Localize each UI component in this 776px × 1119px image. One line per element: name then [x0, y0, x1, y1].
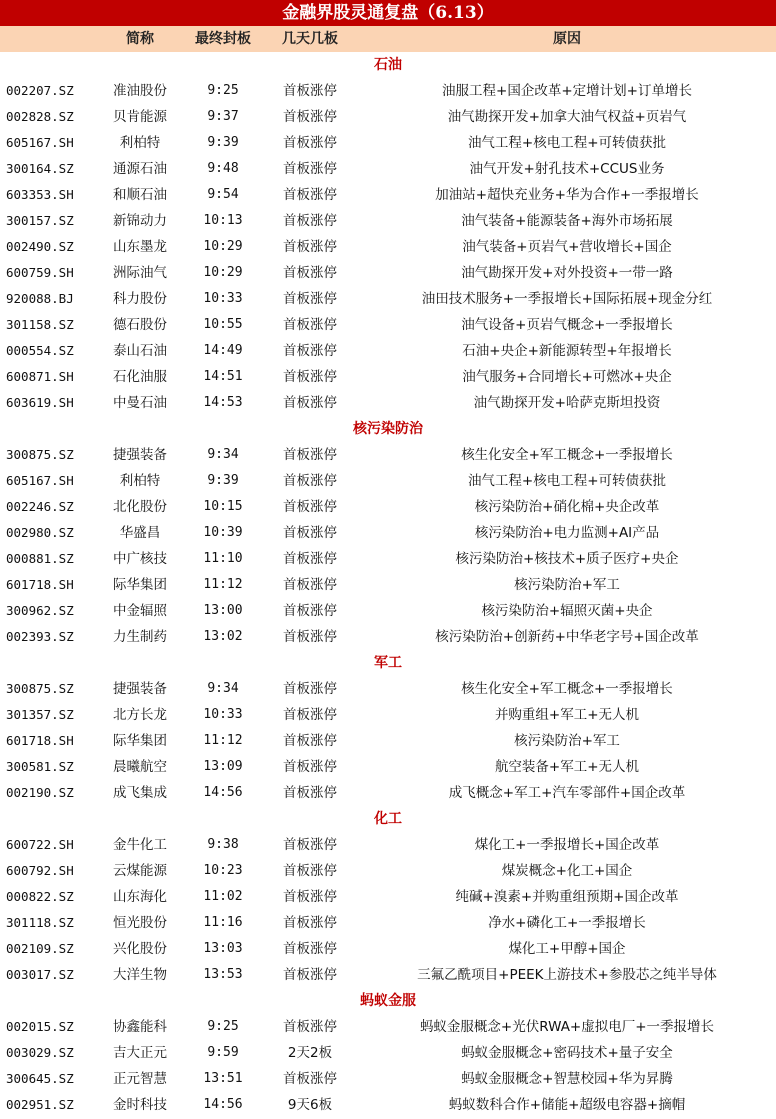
reason: 航空装备+军工+无人机 — [494, 759, 640, 775]
final-seal-time: 10:15 — [203, 499, 243, 514]
stock-name: 晨曦航空 — [113, 759, 167, 775]
days-boards: 首板涨停 — [283, 941, 337, 957]
final-seal-time: 13:53 — [203, 967, 243, 982]
reason: 核污染防治+电力监测+AI产品 — [474, 525, 660, 541]
days-boards: 首板涨停 — [283, 577, 337, 593]
table-row — [0, 884, 776, 910]
final-seal-time: 9:39 — [207, 473, 239, 488]
table-row — [0, 702, 776, 728]
final-seal-time: 9:38 — [207, 837, 239, 852]
stock-code: 002980.SZ — [6, 525, 74, 540]
days-boards: 9天6板 — [287, 1097, 333, 1113]
final-seal-time: 14:56 — [203, 785, 243, 800]
reason: 蚂蚁金服概念+光伏RWA+虚拟电厂+一季报增长 — [419, 1019, 715, 1035]
stock-name: 协鑫能科 — [113, 1019, 167, 1035]
stock-code: 600722.SH — [6, 837, 74, 852]
reason: 三氟乙酰项目+PEEK上游技术+参股芯之纯半导体 — [417, 967, 717, 983]
reason: 石油+央企+新能源转型+年报增长 — [462, 343, 672, 359]
table-row — [0, 520, 776, 546]
reason: 核污染防治+军工 — [514, 733, 620, 749]
table-row — [0, 364, 776, 390]
days-boards: 首板涨停 — [283, 239, 337, 255]
table-row — [0, 104, 776, 130]
days-boards: 首板涨停 — [283, 135, 337, 151]
stock-code: 002015.SZ — [6, 1019, 74, 1034]
stock-name: 云煤能源 — [113, 863, 167, 879]
table-row — [0, 936, 776, 962]
reason: 油气勘探开发+加拿大油气权益+页岩气 — [447, 109, 687, 125]
section-header: 核污染防治 — [353, 421, 423, 437]
final-seal-time: 9:34 — [207, 447, 239, 462]
stock-code: 300645.SZ — [6, 1071, 74, 1086]
final-seal-time: 13:03 — [203, 941, 243, 956]
reason: 油气开发+射孔技术+CCUS业务 — [469, 161, 665, 177]
stock-name: 中金辐照 — [113, 603, 167, 619]
final-seal-time: 13:00 — [203, 603, 243, 618]
stock-code: 002951.SZ — [6, 1097, 74, 1112]
table-row — [0, 572, 776, 598]
days-boards: 首板涨停 — [283, 889, 337, 905]
days-boards: 首板涨停 — [283, 707, 337, 723]
final-seal-time: 11:16 — [203, 915, 243, 930]
reason: 油服工程+国企改革+定增计划+订单增长 — [442, 83, 692, 99]
table-row — [0, 234, 776, 260]
final-seal-time: 9:48 — [207, 161, 239, 176]
days-boards: 首板涨停 — [283, 603, 337, 619]
reason: 核污染防治+军工 — [514, 577, 620, 593]
stock-name: 新锦动力 — [113, 213, 167, 229]
stock-code: 002490.SZ — [6, 239, 74, 254]
days-boards: 首板涨停 — [283, 83, 337, 99]
final-seal-time: 11:02 — [203, 889, 243, 904]
reason: 油气工程+核电工程+可转债获批 — [467, 135, 667, 151]
column-header-row — [0, 26, 776, 52]
table-body — [0, 52, 776, 1118]
reason: 煤炭概念+化工+国企 — [501, 863, 633, 879]
table-row — [0, 962, 776, 988]
final-seal-time: 9:25 — [207, 83, 239, 98]
stock-code: 301118.SZ — [6, 915, 74, 930]
final-seal-time: 9:25 — [207, 1019, 239, 1034]
table-row — [0, 494, 776, 520]
final-seal-time: 9:34 — [207, 681, 239, 696]
table-row — [0, 1066, 776, 1092]
stock-code: 603353.SH — [6, 187, 74, 202]
reason: 核生化安全+军工概念+一季报增长 — [461, 447, 673, 463]
reason: 油气工程+核电工程+可转债获批 — [467, 473, 667, 489]
stock-code: 002393.SZ — [6, 629, 74, 644]
final-seal-time: 14:51 — [203, 369, 243, 384]
reason: 蚂蚁金服概念+密码技术+量子安全 — [461, 1045, 673, 1061]
header-final-seal: 最终封板 — [195, 31, 251, 47]
final-seal-time: 10:33 — [203, 707, 243, 722]
table-row — [0, 728, 776, 754]
table-row — [0, 468, 776, 494]
reason: 核生化安全+军工概念+一季报增长 — [461, 681, 673, 697]
table-row — [0, 624, 776, 650]
header-name: 简称 — [126, 31, 154, 47]
final-seal-time: 10:39 — [203, 525, 243, 540]
days-boards: 首板涨停 — [283, 967, 337, 983]
stock-code: 600792.SH — [6, 863, 74, 878]
days-boards: 首板涨停 — [283, 447, 337, 463]
days-boards: 首板涨停 — [283, 1071, 337, 1087]
stock-code: 601718.SH — [6, 577, 74, 592]
stock-code: 920088.BJ — [6, 291, 74, 306]
stock-name: 捷强装备 — [113, 447, 167, 463]
stock-code: 300581.SZ — [6, 759, 74, 774]
reason: 煤化工+甲醇+国企 — [508, 941, 626, 957]
stock-name: 捷强装备 — [113, 681, 167, 697]
table-row — [0, 910, 776, 936]
days-boards: 首板涨停 — [283, 863, 337, 879]
stock-name: 石化油服 — [113, 369, 167, 385]
stock-code: 002207.SZ — [6, 83, 74, 98]
stock-name: 北化股份 — [113, 499, 167, 515]
sheet-title: 金融界股灵通复盘（6.13） — [0, 0, 776, 26]
stock-code: 002828.SZ — [6, 109, 74, 124]
stock-name: 科力股份 — [113, 291, 167, 307]
reason: 净水+磷化工+一季报增长 — [488, 915, 646, 931]
stock-code: 605167.SH — [6, 135, 74, 150]
days-boards: 首板涨停 — [283, 213, 337, 229]
days-boards: 首板涨停 — [283, 317, 337, 333]
table-row — [0, 754, 776, 780]
table-row — [0, 832, 776, 858]
days-boards: 首板涨停 — [283, 733, 337, 749]
final-seal-time: 10:29 — [203, 265, 243, 280]
stock-name: 利柏特 — [119, 473, 161, 489]
table-row — [0, 208, 776, 234]
final-seal-time: 14:56 — [203, 1097, 243, 1112]
stock-code: 002246.SZ — [6, 499, 74, 514]
final-seal-time: 13:51 — [203, 1071, 243, 1086]
days-boards: 首板涨停 — [283, 291, 337, 307]
final-seal-time: 11:10 — [203, 551, 243, 566]
days-boards: 首板涨停 — [283, 265, 337, 281]
reason: 成飞概念+军工+汽车零部件+国企改革 — [448, 785, 686, 801]
days-boards: 首板涨停 — [283, 161, 337, 177]
stock-name: 中曼石油 — [113, 395, 167, 411]
stock-code: 003029.SZ — [6, 1045, 74, 1060]
header-code — [0, 26, 96, 52]
stock-code: 002109.SZ — [6, 941, 74, 956]
days-boards: 首板涨停 — [283, 629, 337, 645]
days-boards: 首板涨停 — [283, 473, 337, 489]
final-seal-time: 10:29 — [203, 239, 243, 254]
days-boards: 首板涨停 — [283, 369, 337, 385]
stock-name: 山东墨龙 — [113, 239, 167, 255]
stock-name: 华盛昌 — [119, 525, 161, 541]
stock-code: 300962.SZ — [6, 603, 74, 618]
table-row — [0, 1040, 776, 1066]
table-row — [0, 1014, 776, 1040]
stock-name: 泰山石油 — [113, 343, 167, 359]
final-seal-time: 10:23 — [203, 863, 243, 878]
table-row — [0, 546, 776, 572]
table-row — [0, 442, 776, 468]
stock-name: 中广核技 — [113, 551, 167, 567]
table-row — [0, 312, 776, 338]
section-header: 石油 — [374, 57, 402, 73]
reason: 核污染防治+创新药+中华老字号+国企改革 — [435, 629, 699, 645]
days-boards: 首板涨停 — [283, 785, 337, 801]
stock-code: 300875.SZ — [6, 447, 74, 462]
final-seal-time: 9:39 — [207, 135, 239, 150]
stock-name: 和顺石油 — [113, 187, 167, 203]
stock-code: 600759.SH — [6, 265, 74, 280]
stock-name: 吉大正元 — [113, 1045, 167, 1061]
stock-code: 603619.SH — [6, 395, 74, 410]
final-seal-time: 10:55 — [203, 317, 243, 332]
section-header: 蚂蚁金服 — [360, 993, 416, 1009]
stock-code: 300164.SZ — [6, 161, 74, 176]
reason: 加油站+超快充业务+华为合作+一季报增长 — [435, 187, 699, 203]
stock-code: 000881.SZ — [6, 551, 74, 566]
section-header: 军工 — [374, 655, 402, 671]
reason: 煤化工+一季报增长+国企改革 — [474, 837, 660, 853]
final-seal-time: 9:59 — [207, 1045, 239, 1060]
days-boards: 首板涨停 — [283, 343, 337, 359]
table-row — [0, 286, 776, 312]
stock-name: 际华集团 — [113, 577, 167, 593]
final-seal-time: 9:37 — [207, 109, 239, 124]
stock-name: 德石股份 — [113, 317, 167, 333]
days-boards: 首板涨停 — [283, 759, 337, 775]
stock-name: 通源石油 — [113, 161, 167, 177]
stock-name: 洲际油气 — [113, 265, 167, 281]
stock-name: 力生制药 — [113, 629, 167, 645]
days-boards: 首板涨停 — [283, 1019, 337, 1035]
stock-code: 605167.SH — [6, 473, 74, 488]
final-seal-time: 11:12 — [203, 577, 243, 592]
reason: 油气服务+合同增长+可燃冰+央企 — [462, 369, 672, 385]
stock-code: 600871.SH — [6, 369, 74, 384]
reason: 核污染防治+核技术+质子医疗+央企 — [455, 551, 679, 567]
final-seal-time: 13:02 — [203, 629, 243, 644]
final-seal-time: 13:09 — [203, 759, 243, 774]
stock-code: 000822.SZ — [6, 889, 74, 904]
days-boards: 首板涨停 — [283, 915, 337, 931]
reason: 油气勘探开发+对外投资+一带一路 — [461, 265, 673, 281]
days-boards: 首板涨停 — [283, 525, 337, 541]
stock-name: 贝肯能源 — [113, 109, 167, 125]
days-boards: 首板涨停 — [283, 395, 337, 411]
days-boards: 首板涨停 — [283, 187, 337, 203]
table-row — [0, 78, 776, 104]
reason: 纯碱+溴素+并购重组预期+国企改革 — [455, 889, 679, 905]
table-row — [0, 182, 776, 208]
stock-code: 301357.SZ — [6, 707, 74, 722]
table-row — [0, 1092, 776, 1118]
days-boards: 首板涨停 — [283, 499, 337, 515]
stock-code: 601718.SH — [6, 733, 74, 748]
table-row — [0, 858, 776, 884]
reason: 油气装备+页岩气+营收增长+国企 — [462, 239, 672, 255]
reason: 油田技术服务+一季报增长+国际拓展+现金分红 — [421, 291, 713, 307]
reason: 油气勘探开发+哈萨克斯坦投资 — [473, 395, 661, 411]
reason: 油气设备+页岩气概念+一季报增长 — [461, 317, 673, 333]
table-row — [0, 156, 776, 182]
reason: 核污染防治+辐照灭菌+央企 — [481, 603, 653, 619]
header-days-boards: 几天几板 — [282, 31, 338, 47]
final-seal-time: 14:53 — [203, 395, 243, 410]
stock-name: 际华集团 — [113, 733, 167, 749]
section-header: 化工 — [374, 811, 402, 827]
stock-name: 成飞集成 — [113, 785, 167, 801]
stock-name: 山东海化 — [113, 889, 167, 905]
days-boards: 首板涨停 — [283, 681, 337, 697]
header-reason: 原因 — [553, 31, 581, 47]
days-boards: 首板涨停 — [283, 551, 337, 567]
stock-code: 003017.SZ — [6, 967, 74, 982]
stock-code: 300875.SZ — [6, 681, 74, 696]
days-boards: 首板涨停 — [283, 837, 337, 853]
reason: 油气装备+能源装备+海外市场拓展 — [461, 213, 673, 229]
reason: 并购重组+军工+无人机 — [494, 707, 640, 723]
final-seal-time: 11:12 — [203, 733, 243, 748]
stock-code: 300157.SZ — [6, 213, 74, 228]
table-row — [0, 260, 776, 286]
stock-name: 金时科技 — [113, 1097, 167, 1113]
table-row — [0, 780, 776, 806]
stock-name: 恒光股份 — [113, 915, 167, 931]
stock-code: 301158.SZ — [6, 317, 74, 332]
table-row — [0, 130, 776, 156]
table-row — [0, 338, 776, 364]
stock-name: 准油股份 — [113, 83, 167, 99]
reason: 蚂蚁金服概念+智慧校园+华为昇腾 — [461, 1071, 673, 1087]
table-row — [0, 598, 776, 624]
stock-name: 兴化股份 — [113, 941, 167, 957]
stock-code: 000554.SZ — [6, 343, 74, 358]
table-row — [0, 390, 776, 416]
stock-name: 正元智慧 — [113, 1071, 167, 1087]
final-seal-time: 14:49 — [203, 343, 243, 358]
final-seal-time: 9:54 — [207, 187, 239, 202]
days-boards: 2天2板 — [287, 1045, 333, 1061]
stock-name: 金牛化工 — [113, 837, 167, 853]
final-seal-time: 10:33 — [203, 291, 243, 306]
stock-name: 利柏特 — [119, 135, 161, 151]
reason: 核污染防治+硝化棉+央企改革 — [474, 499, 660, 515]
stock-code: 002190.SZ — [6, 785, 74, 800]
days-boards: 首板涨停 — [283, 109, 337, 125]
table-row — [0, 676, 776, 702]
reason: 蚂蚁数科合作+储能+超级电容器+摘帽 — [448, 1097, 686, 1113]
stock-name: 北方长龙 — [113, 707, 167, 723]
stock-name: 大洋生物 — [113, 967, 167, 983]
final-seal-time: 10:13 — [203, 213, 243, 228]
